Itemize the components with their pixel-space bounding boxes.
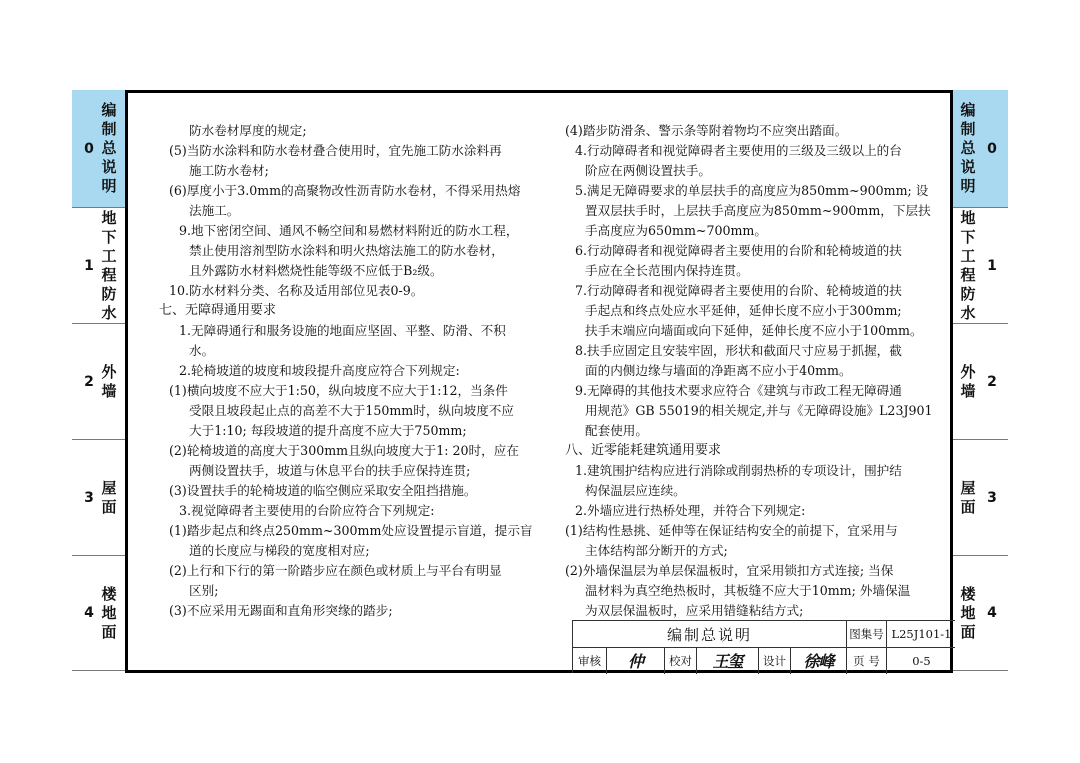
- chapter-title-char: 说: [960, 158, 976, 176]
- chapter-title-char: 程: [101, 265, 117, 284]
- chapter-title-char: 明: [960, 177, 976, 195]
- text-line: 手应在全长范围内保持连贯。: [585, 263, 749, 278]
- text-line: 面的内侧边缘与墙面的净距离不应小于40mm。: [585, 363, 852, 378]
- chapter-title-char: 屋: [101, 478, 117, 497]
- chapter-title-char: 说: [101, 158, 117, 176]
- chapter-title-char: 编: [101, 101, 117, 119]
- atlas-number-label: 图集号: [849, 627, 884, 641]
- chapter-title-char: 制: [960, 120, 976, 138]
- chapter-title-char: 水: [101, 303, 117, 322]
- chapter-title-char: 地: [101, 603, 117, 622]
- text-line: 7.行动障碍者和视觉障碍者主要使用的台阶、轮椅坡道的扶: [575, 283, 902, 298]
- chapter-title-char: 楼: [960, 584, 976, 603]
- design-label: 设计: [763, 653, 786, 668]
- text-line: (1)踏步起点和终点250mm~300mm处应设置提示盲道，提示盲: [169, 523, 533, 538]
- text-line: 1.建筑围护结构应进行消除或削弱热桥的专项设计，围护结: [575, 463, 902, 478]
- chapter-tab-0[interactable]: [72, 90, 127, 208]
- chapter-number: 1: [84, 257, 94, 274]
- text-line: (1)横向坡度不应大于1:50，纵向坡度不应大于1:12，当条件: [169, 383, 508, 398]
- text-line: 6.行动障碍者和视觉障碍者主要使用的台阶和轮椅坡道的扶: [575, 243, 902, 258]
- chapter-title-char: 下: [101, 227, 117, 246]
- text-line: 水。: [189, 343, 215, 358]
- chapter-number: 2: [84, 373, 94, 390]
- text-line: (3)设置扶手的轮椅坡道的临空侧应采取安全阻挡措施。: [169, 483, 477, 498]
- drawing-title: 编制总说明: [666, 625, 752, 644]
- left-text-column: [159, 121, 539, 621]
- design-signature: 徐峰: [803, 652, 834, 671]
- chapter-number: 1: [987, 257, 997, 274]
- chapter-tab-2[interactable]: [953, 324, 1008, 440]
- text-line: 9.无障碍的其他技术要求应符合《建筑与市政工程无障碍通: [575, 383, 902, 398]
- text-line: 八、近零能耗建筑通用要求: [565, 443, 722, 458]
- chapter-title-char: 面: [960, 622, 976, 641]
- chapter-title: [98, 324, 120, 439]
- chapter-number: 2: [987, 373, 997, 390]
- text-line: (3)不应采用无踢面和直角形突缘的踏步;: [169, 603, 393, 618]
- chapter-tab-1[interactable]: [953, 208, 1008, 324]
- text-line: 5.满足无障碍要求的单层扶手的高度应为850mm~900mm; 设: [575, 183, 929, 198]
- chapter-title: [957, 440, 979, 555]
- chapter-number: 3: [84, 489, 94, 506]
- chapter-number: 4: [84, 605, 94, 621]
- text-line: 区别;: [189, 583, 219, 598]
- text-line: 温材料为真空绝热板时，其板缝不应大于10mm; 外墙保温: [585, 583, 911, 598]
- text-line: 手高度应为650mm~700mm。: [585, 223, 767, 238]
- text-line: 2.外墙应进行热桥处理，并符合下列规定:: [575, 503, 806, 518]
- text-line: 禁止使用溶剂型防水涂料和明火热熔法施工的防水卷材，: [189, 243, 504, 258]
- chapter-title-char: 楼: [101, 584, 117, 603]
- text-line: 大于1:10; 每段坡道的提升高度不应大于750mm;: [189, 423, 467, 438]
- chapter-number: 3: [987, 489, 997, 506]
- chapter-number: 4: [987, 605, 997, 621]
- text-line: 10.防水材料分类、名称及适用部位见表0-9。: [169, 283, 424, 298]
- chapter-title-char: 下: [960, 227, 976, 246]
- text-line: 9.地下密闭空间、通风不畅空间和易燃材料附近的防水工程，: [179, 223, 519, 238]
- chapter-title: [98, 90, 120, 207]
- page-number: 0-5: [912, 653, 931, 668]
- chapter-title-char: 编: [960, 101, 976, 119]
- chapter-title-char: 防: [960, 284, 976, 303]
- text-line: 施工防水卷材;: [189, 163, 269, 178]
- chapter-title-char: 墙: [101, 381, 117, 400]
- chapter-title: [957, 90, 979, 207]
- chapter-title-char: 明: [101, 177, 117, 195]
- text-line: 受限且坡段起止点的高差不大于150mm时，纵向坡度不应: [189, 403, 514, 418]
- text-line: 8.扶手应固定且安装牢固，形状和截面尺寸应易于抓握，截: [575, 343, 902, 358]
- text-line: (2)上行和下行的第一阶踏步应在颜色或材质上与平台有明显: [169, 563, 502, 578]
- text-line: 3.视觉障碍者主要使用的台阶应符合下列规定:: [179, 503, 435, 518]
- text-line: 置双层扶手时，上层扶手高度应为850mm~900mm，下层扶: [585, 203, 931, 218]
- text-line: 阶应在两侧设置扶手。: [585, 163, 711, 178]
- chapter-tab-1[interactable]: [72, 208, 127, 324]
- right-text-column: [565, 121, 945, 621]
- text-line: 道的长度应与梯段的宽度相对应;: [189, 543, 370, 558]
- text-line: 主体结构部分断开的方式;: [585, 543, 728, 558]
- chapter-title-char: 工: [101, 246, 117, 265]
- text-line: (4)踏步防滑条、警示条等附着物均不应突出踏面。: [565, 123, 848, 138]
- atlas-number: L25J101-1: [891, 627, 952, 641]
- text-line: 防水卷材厚度的规定;: [189, 123, 307, 138]
- left-chapter-index: [72, 90, 127, 671]
- review-signature: 仲: [627, 652, 643, 671]
- text-line: (5)当防水涂料和防水卷材叠合使用时，宜先施工防水涂料再: [169, 143, 502, 158]
- check-signature: 王玺: [712, 652, 743, 671]
- text-line: 构保温层应连续。: [585, 483, 686, 498]
- chapter-title-char: 防: [101, 284, 117, 303]
- text-line: (1)结构性悬挑、延伸等在保证结构安全的前提下，宜采用与: [565, 523, 898, 538]
- text-line: 为双层保温板时，应采用错缝粘结方式;: [585, 603, 804, 618]
- chapter-title: [957, 556, 979, 670]
- text-line: 手起点和终点处应水平延伸，延伸长度不应小于300mm;: [585, 303, 902, 318]
- chapter-title-char: 总: [101, 139, 117, 157]
- chapter-title-char: 总: [960, 139, 976, 157]
- drawing-frame: [125, 90, 953, 673]
- chapter-title-char: 面: [101, 497, 117, 516]
- chapter-title-char: 地: [960, 208, 976, 227]
- chapter-title: [98, 556, 120, 670]
- page-number-label: 页 号: [853, 653, 880, 668]
- chapter-title-char: 外: [101, 362, 117, 381]
- chapter-title-char: 面: [101, 622, 117, 641]
- chapter-tab-3[interactable]: [953, 440, 1008, 556]
- text-line: 1.无障碍通行和服务设施的地面应坚固、平整、防滑、不积: [179, 323, 506, 338]
- text-line: 七、无障碍通用要求: [159, 303, 277, 318]
- chapter-title-char: 水: [960, 303, 976, 322]
- chapter-title: [98, 440, 120, 555]
- text-line: 扶手末端应向墙面或向下延伸，延伸长度不应小于100mm。: [585, 323, 923, 338]
- chapter-title: [957, 324, 979, 439]
- text-line: 用规范》GB 55019的相关规定,并与《无障碍设施》L23J901: [585, 403, 933, 418]
- chapter-title-char: 外: [960, 362, 976, 381]
- chapter-title-char: 工: [960, 246, 976, 265]
- chapter-title-char: 屋: [960, 478, 976, 497]
- chapter-tab-4[interactable]: [72, 556, 127, 671]
- chapter-title-char: 制: [101, 120, 117, 138]
- check-label: 校对: [669, 653, 692, 668]
- chapter-title-char: 地: [960, 603, 976, 622]
- text-line: 配套使用。: [585, 423, 648, 438]
- text-line: 4.行动障碍者和视觉障碍者主要使用的三级及三级以上的台: [575, 143, 902, 158]
- chapter-tab-4[interactable]: [953, 556, 1008, 671]
- chapter-title: [957, 208, 979, 323]
- chapter-title-char: 程: [960, 265, 976, 284]
- text-line: 且外露防水材料燃烧性能等级不应低于B₂级。: [189, 263, 443, 278]
- chapter-number: 0: [84, 140, 94, 157]
- text-line: 法施工。: [189, 203, 240, 218]
- chapter-number: 0: [987, 140, 997, 157]
- chapter-title-char: 面: [960, 497, 976, 516]
- chapter-title-char: 地: [101, 208, 117, 227]
- text-line: (6)厚度小于3.0mm的高聚物改性沥青防水卷材，不得采用热熔: [169, 183, 521, 198]
- chapter-title-char: 墙: [960, 381, 976, 400]
- text-line: (2)轮椅坡道的高度大于300mm且纵向坡度大于1: 20时，应在: [169, 443, 519, 458]
- text-line: (2)外墙保温层为单层保温板时，宜采用锁扣方式连接; 当保: [565, 563, 894, 578]
- chapter-tab-0[interactable]: [953, 90, 1008, 208]
- review-label: 审核: [578, 653, 601, 668]
- title-block: [572, 620, 955, 673]
- text-line: 2.轮椅坡道的坡度和坡段提升高度应符合下列规定:: [179, 363, 460, 378]
- text-line: 两侧设置扶手，坡道与休息平台的扶手应保持连贯;: [189, 463, 471, 478]
- chapter-tab-3[interactable]: [72, 440, 127, 556]
- chapter-tab-2[interactable]: [72, 324, 127, 440]
- right-chapter-index: [953, 90, 1008, 671]
- chapter-title: [98, 208, 120, 323]
